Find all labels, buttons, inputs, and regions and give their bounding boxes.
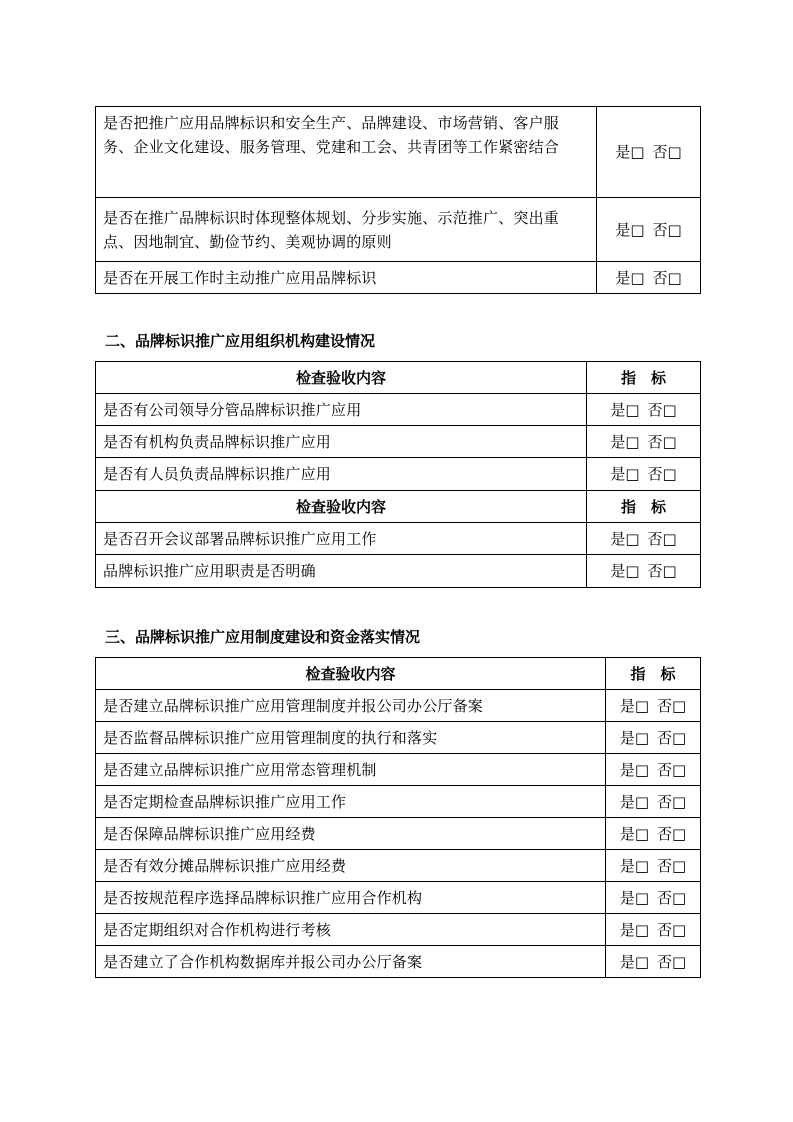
yes-checkbox[interactable]: 是□ xyxy=(619,952,649,971)
no-checkbox[interactable]: 否□ xyxy=(657,824,687,843)
check-item: 是否定期组织对合作机构进行考核 xyxy=(96,914,606,946)
check-item: 是否建立品牌标识推广应用管理制度并报公司办公厅备案 xyxy=(96,690,606,722)
column-header-indicator: 指 标 xyxy=(606,658,701,690)
yes-checkbox[interactable]: 是□ xyxy=(615,220,645,239)
table-row xyxy=(96,107,701,198)
table-row xyxy=(96,946,701,978)
column-header-content: 检查验收内容 xyxy=(96,362,587,394)
table-row xyxy=(96,426,701,458)
table-row xyxy=(96,394,701,426)
checklist-table-continued xyxy=(95,106,701,294)
indicator-cell xyxy=(606,850,701,882)
table-row xyxy=(96,850,701,882)
check-item: 是否定期检查品牌标识推广应用工作 xyxy=(96,786,606,818)
no-checkbox[interactable]: 否□ xyxy=(657,856,687,875)
table-row xyxy=(96,818,701,850)
table-row xyxy=(96,458,701,491)
table-row xyxy=(96,882,701,914)
yes-checkbox[interactable]: 是□ xyxy=(610,432,640,451)
indicator-cell xyxy=(606,690,701,722)
check-item: 是否把推广应用品牌标识和安全生产、品牌建设、市场营销、客户服务、企业文化建设、服务管理、党建和工会、共青团等工作紧密结合 xyxy=(96,107,597,198)
yes-checkbox[interactable]: 是□ xyxy=(615,268,645,287)
no-checkbox[interactable]: 否□ xyxy=(652,268,682,287)
no-checkbox[interactable]: 否□ xyxy=(652,143,682,161)
no-checkbox[interactable]: 否□ xyxy=(657,792,687,811)
no-checkbox[interactable]: 否□ xyxy=(647,562,677,580)
yes-checkbox[interactable]: 是□ xyxy=(619,920,649,939)
no-checkbox[interactable]: 否□ xyxy=(647,529,677,548)
check-item: 是否在推广品牌标识时体现整体规划、分步实施、示范推广、突出重点、因地制宜、勤俭节约、美观协调的原则 xyxy=(96,198,597,262)
table-header-row xyxy=(96,362,701,394)
no-checkbox[interactable]: 否□ xyxy=(657,920,687,939)
yes-checkbox[interactable]: 是□ xyxy=(619,824,649,843)
no-checkbox[interactable]: 否□ xyxy=(657,888,687,907)
indicator-cell xyxy=(587,426,701,458)
yes-checkbox[interactable]: 是□ xyxy=(615,143,645,161)
section-heading: 三、品牌标识推广应用制度建设和资金落实情况 xyxy=(105,628,421,646)
table-row xyxy=(96,523,701,555)
indicator-cell xyxy=(606,722,701,754)
indicator-cell xyxy=(587,523,701,555)
section-heading: 二、品牌标识推广应用组织机构建设情况 xyxy=(105,332,376,350)
check-item: 是否保障品牌标识推广应用经费 xyxy=(96,818,606,850)
check-item: 是否有机构负责品牌标识推广应用 xyxy=(96,426,587,458)
checklist-table-system xyxy=(95,657,701,978)
check-item: 是否监督品牌标识推广应用管理制度的执行和落实 xyxy=(96,722,606,754)
table-row xyxy=(96,690,701,722)
no-checkbox[interactable]: 否□ xyxy=(657,952,687,971)
yes-checkbox[interactable]: 是□ xyxy=(619,792,649,811)
table-header-row xyxy=(96,658,701,690)
checklist-table-org xyxy=(95,361,701,588)
check-item: 是否召开会议部署品牌标识推广应用工作 xyxy=(96,523,587,555)
table-header-row xyxy=(96,491,701,523)
no-checkbox[interactable]: 否□ xyxy=(657,696,687,715)
check-item: 品牌标识推广应用职责是否明确 xyxy=(96,555,587,588)
yes-checkbox[interactable]: 是□ xyxy=(610,465,640,483)
table-row xyxy=(96,722,701,754)
no-checkbox[interactable]: 否□ xyxy=(657,760,687,779)
table-row xyxy=(96,914,701,946)
table-row xyxy=(96,555,701,588)
indicator-cell xyxy=(606,818,701,850)
indicator-cell xyxy=(606,882,701,914)
table-row xyxy=(96,262,701,294)
no-checkbox[interactable]: 否□ xyxy=(652,220,682,239)
indicator-cell xyxy=(587,394,701,426)
yes-checkbox[interactable]: 是□ xyxy=(610,562,640,580)
check-item: 是否在开展工作时主动推广应用品牌标识 xyxy=(96,262,597,294)
yes-checkbox[interactable]: 是□ xyxy=(619,888,649,907)
column-header-content: 检查验收内容 xyxy=(96,658,606,690)
indicator-cell xyxy=(587,458,701,491)
no-checkbox[interactable]: 否□ xyxy=(647,465,677,483)
table-row xyxy=(96,754,701,786)
yes-checkbox[interactable]: 是□ xyxy=(610,400,640,419)
check-item: 是否有效分摊品牌标识推广应用经费 xyxy=(96,850,606,882)
check-item: 是否建立品牌标识推广应用常态管理机制 xyxy=(96,754,606,786)
column-header-indicator: 指 标 xyxy=(587,491,701,523)
check-item: 是否有公司领导分管品牌标识推广应用 xyxy=(96,394,587,426)
column-header-content: 检查验收内容 xyxy=(96,491,587,523)
indicator-cell xyxy=(606,946,701,978)
check-item: 是否有人员负责品牌标识推广应用 xyxy=(96,458,587,491)
indicator-cell xyxy=(606,914,701,946)
indicator-cell xyxy=(597,198,701,262)
no-checkbox[interactable]: 否□ xyxy=(647,400,677,419)
yes-checkbox[interactable]: 是□ xyxy=(619,760,649,779)
indicator-cell xyxy=(587,555,701,588)
yes-checkbox[interactable]: 是□ xyxy=(619,696,649,715)
no-checkbox[interactable]: 否□ xyxy=(647,432,677,451)
column-header-indicator: 指 标 xyxy=(587,362,701,394)
indicator-cell xyxy=(597,107,701,198)
table-row xyxy=(96,198,701,262)
yes-checkbox[interactable]: 是□ xyxy=(610,529,640,548)
indicator-cell xyxy=(606,786,701,818)
check-item: 是否建立了合作机构数据库并报公司办公厅备案 xyxy=(96,946,606,978)
indicator-cell xyxy=(606,754,701,786)
no-checkbox[interactable]: 否□ xyxy=(657,728,687,747)
yes-checkbox[interactable]: 是□ xyxy=(619,856,649,875)
table-row xyxy=(96,786,701,818)
check-item: 是否按规范程序选择品牌标识推广应用合作机构 xyxy=(96,882,606,914)
indicator-cell xyxy=(597,262,701,294)
yes-checkbox[interactable]: 是□ xyxy=(619,728,649,747)
